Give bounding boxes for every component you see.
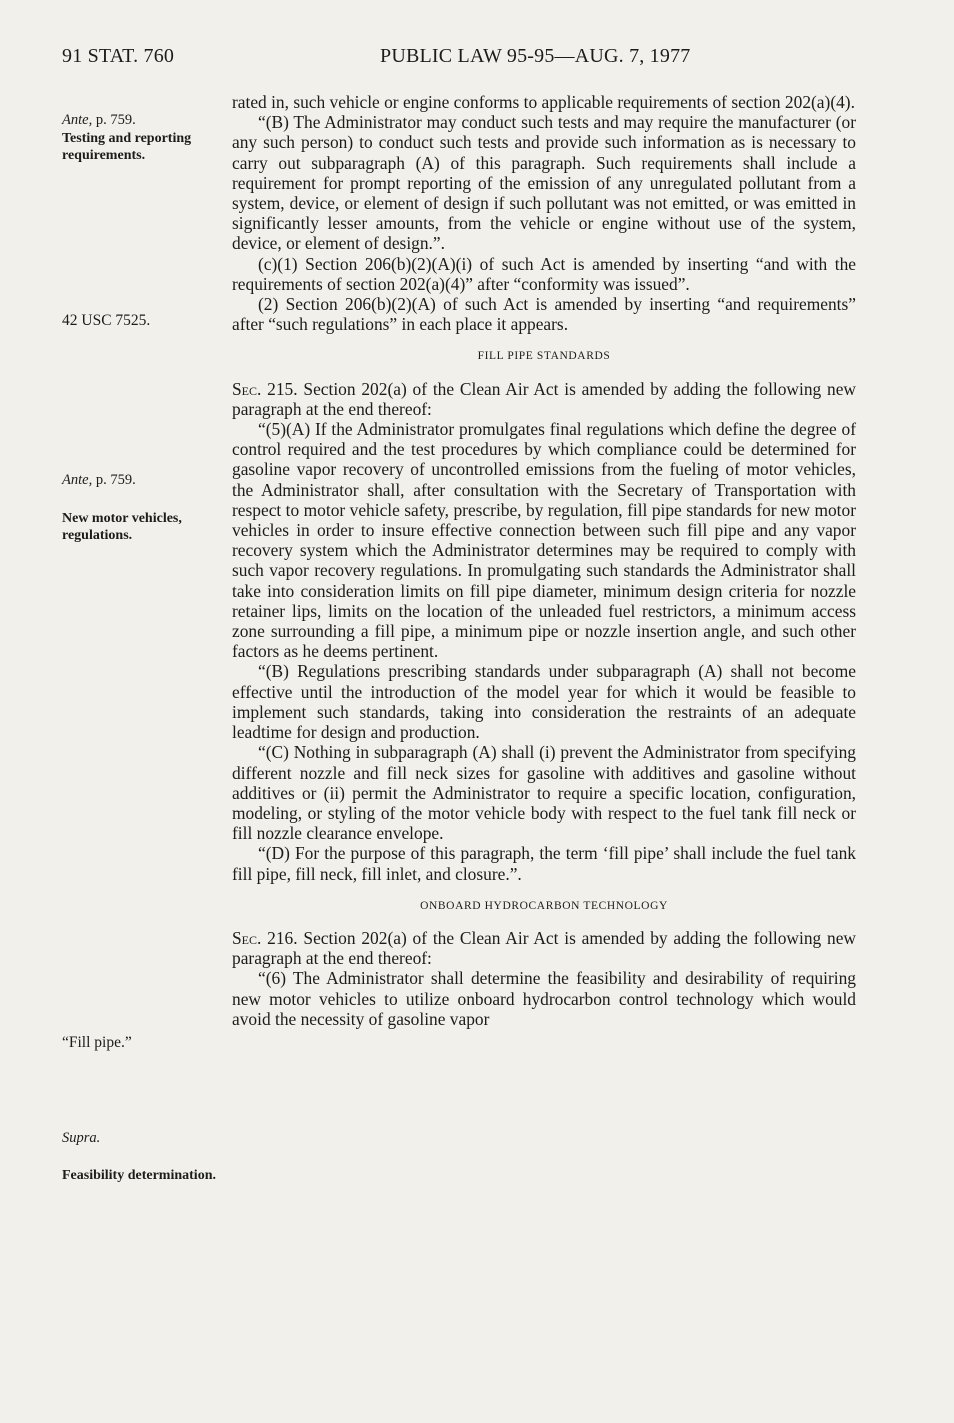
margin-note-feasibility: Feasibility determination. <box>62 1168 216 1183</box>
margin-note-ante-page: p. 759. <box>92 112 136 128</box>
margin-note-usc: 42 USC 7525. <box>62 312 151 329</box>
margin-note-ante <box>62 112 222 129</box>
margin-note-ante-2-page: p. 759. <box>92 472 136 488</box>
margin-note-ante-2-word: Ante, <box>62 472 93 488</box>
section-heading-onboard: ONBOARD HYDROCARBON TECHNOLOGY <box>420 899 668 912</box>
paragraph: “(B) The Administrator may conduct such tests and may require the manufacturer (or any such person) to conduct such tests and provide such information as is necessary to carry out subparagraph (A) of this paragraph. Such requirements shall include a requirement for prompt reporting of the emission of any unregulated pollutant from a system, device, or element of design if such pollutant was not emitted, or was emitted in significantly lesser amounts, from the vehicle or engine without use of the system, device, or element of design.”. <box>232 112 856 254</box>
paragraph: rated in, such vehicle or engine conforms to applicable requirements of section 202(a)(4). <box>232 92 855 112</box>
section-label: Sec. <box>232 927 262 948</box>
paragraph: (c)(1) Section 206(b)(2)(A)(i) of such Act is amended by inserting “and with the requirements of section 202(a)(4)” after “conformity was issued”. <box>232 253 856 294</box>
statute-reference: 91 STAT. 760 <box>62 45 175 67</box>
paragraph: “(C) Nothing in subparagraph (A) shall (i) prevent the Administrator from specifying different nozzle and fill neck sizes for gasoline with additives and gasoline without additives or (ii) permit the Administrator to require a specific location, configuration, modeling, or styling of the motor vehicle body with respect to the fuel tank fill neck or fill nozzle clearance envelope. <box>232 742 856 844</box>
margin-note-fill-pipe: “Fill pipe.” <box>62 1034 132 1051</box>
paragraph: “(D) For the purpose of this paragraph, the term ‘fill pipe’ shall include the fuel tank fill pipe, fill neck, fill inlet, and closure.”. <box>232 843 856 884</box>
section-216: Sec. 216. Section 202(a) of the Clean Air Act is amended by adding the following new paragraph at the end thereof: <box>232 927 856 969</box>
body-text <box>232 92 856 1029</box>
margin-note-testing: Testing and reporting requirements. <box>62 131 192 163</box>
running-header: PUBLIC LAW 95-95—AUG. 7, 1977 <box>380 45 691 67</box>
margin-note-supra: Supra. <box>62 1130 101 1146</box>
margin-note-ante-word: Ante, <box>62 112 93 128</box>
section-label: Sec. <box>232 378 262 399</box>
paragraph: “(6) The Administrator shall determine the feasibility and desirability of requiring new motor vehicles to utilize onboard hydrocarbon control technology which would avoid the necessity of gasoline vapor <box>232 968 856 1029</box>
paragraph: “(5)(A) If the Administrator promulgates final regulations which define the degree of control required and the test procedures by which compliance could be determined for gasoline vapor recovery of uncontrolled emissions from the fueling of motor vehicles, the Administrator shall, after consultation with the Secretary of Transportation with respect to motor vehicle safety, prescribe, by regulation, fill pipe standards for new motor vehicles in order to insure effective connection between such fill pipe and any vapor recovery system which the Administrator determines may be required to comply with such vapor recovery regulations. In promulgating such standards the Administrator shall take into consideration limits on fill pipe diameter, minimum design criteria for nozzle retainer lips, limits on the location of the unleaded fuel restrictors, a minimum access zone surrounding a fill pipe, a minimum pipe or nozzle insertion angle, and such other factors as he deems pertinent. <box>232 419 856 662</box>
margin-note-motor-vehicles: New motor vehicles, regulations. <box>62 511 182 543</box>
paragraph: “(B) Regulations prescribing standards under subparagraph (A) shall not become effective until the introduction of the model year for which it would be feasible to implement such standards, taking into consideration the restraints of an adequate leadtime for design and production. <box>232 661 856 743</box>
paragraph: (2) Section 206(b)(2)(A) of such Act is amended by inserting “and requirements” after “such regulations” in each place it appears. <box>232 294 856 335</box>
section-215: Sec. 215. Section 202(a) of the Clean Air Act is amended by adding the following new paragraph at the end thereof: <box>232 378 856 419</box>
section-heading-fill-pipe: FILL PIPE STANDARDS <box>477 350 611 363</box>
margin-note-ante-2 <box>62 472 222 489</box>
